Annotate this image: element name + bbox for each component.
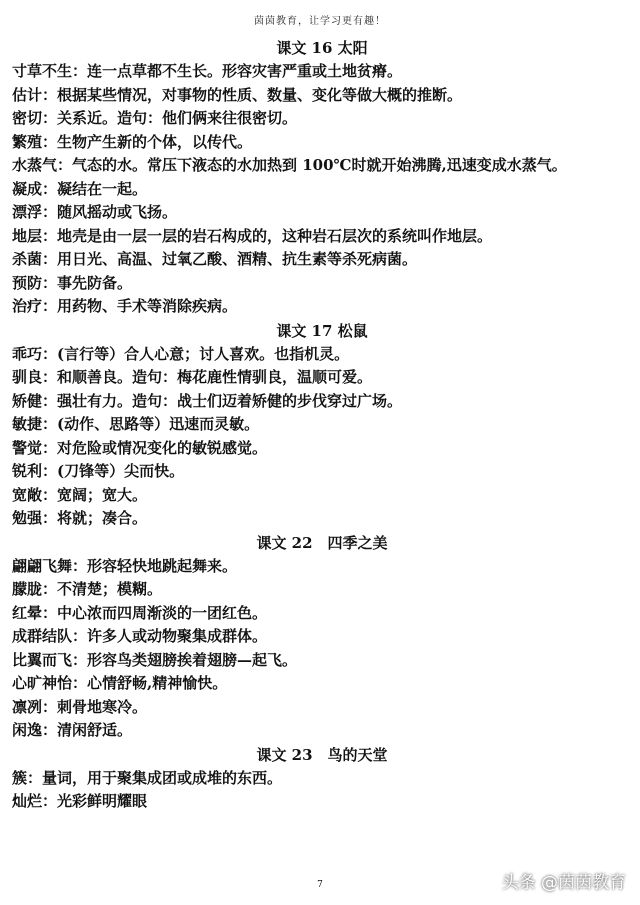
watermark: 头条 @茵茵教育 [501, 873, 626, 893]
vocab-entry: 水蒸气：气态的水。常压下液态的水加热到 100℃时就开始沸腾,迅速变成水蒸气。 [12, 156, 567, 174]
vocab-entry: 红晕：中心浓而四周渐淡的一团红色。 [12, 603, 268, 622]
vocab-entry: 锐利：(刀锋等）尖而快。 [12, 462, 185, 480]
vocab-entry: 凛冽：刺骨地寒冷。 [12, 697, 148, 716]
vocab-entry: 漂浮：随风摇动或飞扬。 [12, 203, 178, 221]
page-number: 7 [317, 880, 323, 890]
vocab-entry: 矫健：强壮有力。造句：战士们迈着矫健的步伐穿过广场。 [12, 391, 403, 410]
vocab-entry: 宽敞：宽阔；宽大。 [12, 485, 148, 504]
vocab-entry: 闲逸：清闲舒适。 [12, 721, 133, 739]
vocab-entry: 成群结队：许多人或动物聚集成群体。 [12, 627, 268, 645]
section-title: 课文 17 松鼠 [276, 321, 368, 340]
vocab-entry: 勉强：将就；凑合。 [12, 509, 148, 527]
vocab-entry: 地层：地壳是由一层一层的岩石构成的，这种岩石层次的系统叫作地层。 [12, 226, 493, 245]
page-header: 茵茵教育，让学习更有趣！ [254, 16, 386, 27]
vocab-entry: 朦胧：不清楚；模糊。 [12, 580, 163, 598]
vocab-entry: 杀菌：用日光、高温、过氧乙酸、酒精、抗生素等杀死病菌。 [12, 250, 418, 268]
vocab-entry: 乖巧：(言行等）合人心意；讨人喜欢。也指机灵。 [12, 344, 350, 363]
vocab-entry: 估计：根据某些情况，对事物的性质、数量、变化等做大概的推断。 [12, 85, 463, 104]
vocab-entry: 灿烂：光彩鲜明耀眼 [12, 792, 148, 810]
section-title: 课文 16 太阳 [276, 39, 368, 57]
vocab-entry: 驯良：和顺善良。造句：梅花鹿性情驯良，温顺可爱。 [12, 368, 373, 386]
section-title: 课文 23 鸟的天堂 [256, 745, 388, 764]
vocab-entry: 簇：量词，用于聚集成团或成堆的东西。 [12, 768, 283, 787]
vocab-entry: 比翼而飞：形容鸟类翅膀挨着翅膀—起飞。 [12, 650, 298, 669]
vocab-entry: 密切：关系近。造句：他们俩来往很密切。 [12, 109, 298, 127]
vocab-entry: 凝成：凝结在一起。 [12, 179, 148, 198]
vocab-entry: 警觉：对危险或情况变化的敏锐感觉。 [12, 438, 268, 457]
vocab-entry: 敏捷：(动作、思路等）迅速而灵敏。 [12, 415, 260, 433]
section-title: 课文 22 四季之美 [256, 533, 388, 552]
vocab-entry: 繁殖：生物产生新的个体，以传代。 [12, 132, 253, 151]
document-body [12, 36, 632, 814]
vocab-entry: 治疗：用药物、手术等消除疾病。 [12, 297, 238, 315]
vocab-entry: 寸草不生：连一点草都不生长。形容灾害严重或土地贫瘠。 [12, 62, 403, 80]
vocab-entry: 翩翩飞舞：形容轻快地跳起舞来。 [12, 556, 238, 575]
vocab-entry: 预防：事先防备。 [12, 273, 133, 292]
vocab-entry: 心旷神怡：心情舒畅,精神愉快。 [12, 674, 228, 692]
